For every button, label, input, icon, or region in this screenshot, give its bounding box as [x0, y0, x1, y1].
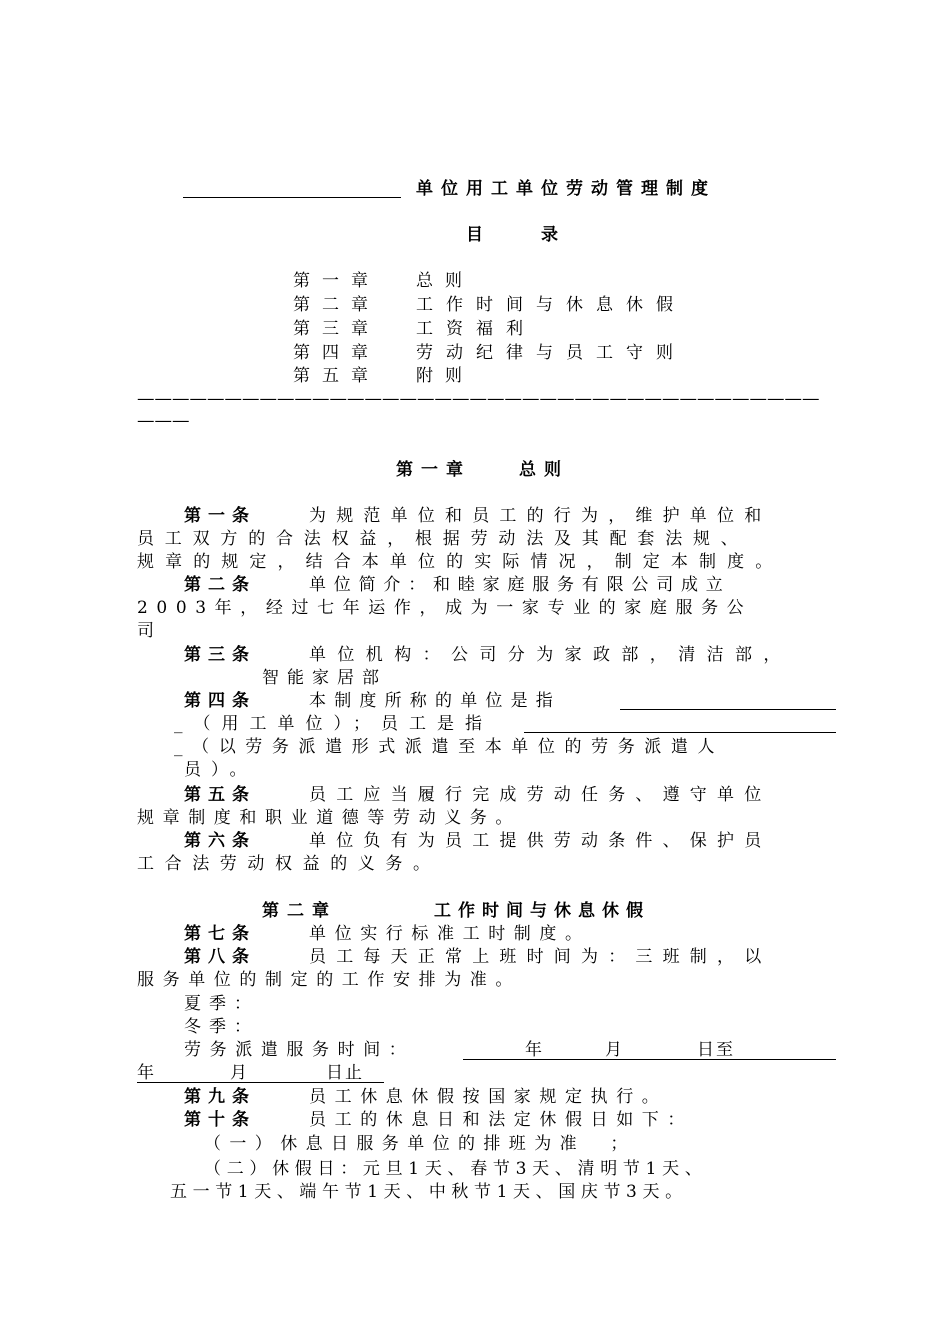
dispatch-month: 月 [605, 1040, 629, 1060]
article1-line2: 员工双方的合法权益，根据劳动法及其配套法规、 [137, 529, 749, 549]
chapter1-num: 第一章 [396, 460, 471, 480]
dispatch-blank-line-1 [463, 1059, 836, 1060]
article7-label: 第七条 [184, 924, 256, 944]
toc-item-name-2: 工作时间与休息休假 [416, 295, 686, 315]
dispatch-year: 年 [525, 1040, 549, 1060]
article2-line2: 2003年，经过七年运作，成为一家专业的家庭服务公 [137, 598, 753, 618]
dispatch-month-2: 月 [230, 1063, 254, 1083]
dispatch-label: 劳务派遣服务时间： [184, 1040, 415, 1060]
article6-label: 第六条 [184, 831, 256, 851]
chapter2-name: 工作时间与休息休假 [434, 901, 650, 921]
toc-item-name-3: 工资福利 [416, 319, 536, 339]
article2-line3: 司 [137, 621, 161, 641]
article10-item1: （一）休息日服务单位的排班为准 ； [204, 1134, 636, 1154]
article10-label: 第十条 [184, 1110, 256, 1130]
article7-line1: 单位实行标准工时制度。 [309, 924, 591, 944]
dispatch-day-to: 日至 [697, 1040, 735, 1060]
article9-label: 第九条 [184, 1087, 256, 1107]
toc-item-name-5: 附则 [416, 366, 474, 386]
article2-line1: 单位简介：和睦家庭服务有限公司成立 [309, 575, 731, 595]
toc-item-num-3: 第三章 [293, 319, 380, 339]
chapter2-num: 第二章 [262, 901, 337, 921]
title-blank-line [183, 197, 401, 198]
article1-label: 第一条 [184, 506, 256, 526]
dispatch-year-2: 年 [137, 1063, 161, 1083]
article10-item2-line2: 五一节1天、端午节1天、中秋节1天、国庆节3天。 [170, 1182, 688, 1202]
article4-blank-1 [620, 709, 836, 710]
article4-line3: _（以劳务派遣形式派遣至本单位的劳务派遣人 [174, 737, 725, 757]
article5-line1: 员工应当履行完成劳动任务、遵守单位 [309, 785, 772, 805]
document-title: 单位用工单位劳动管理制度 [416, 179, 716, 199]
article6-line2: 工合法劳动权益的义务。 [137, 854, 441, 874]
article4-label: 第四条 [184, 691, 256, 711]
article5-label: 第五条 [184, 785, 256, 805]
article2-label: 第二条 [184, 575, 256, 595]
dispatch-day-end: 日止 [326, 1063, 364, 1083]
article4-line4: 员）。 [184, 760, 257, 780]
article3-line2: 智能家居部 [262, 668, 387, 688]
article4-line2: _（用工单位）；员工是指 [174, 714, 493, 734]
toc-item-num-1: 第一章 [293, 271, 380, 291]
toc-item-name-1: 总则 [416, 271, 474, 291]
winter-hours: 冬季： [184, 1017, 259, 1037]
article4-line1: 本制度所称的单位是指 [309, 691, 561, 711]
article4-blank-2 [524, 732, 836, 733]
article6-line1: 单位负有为员工提供劳动条件、保护员 [309, 831, 772, 851]
toc-item-num-4: 第四章 [293, 343, 380, 363]
article5-line2: 规章制度和职业道德等劳动义务。 [137, 808, 521, 828]
toc-item-num-2: 第二章 [293, 295, 380, 315]
article8-label: 第八条 [184, 947, 256, 967]
article8-line2: 服务单位的制定的工作安排为准。 [137, 970, 521, 990]
article1-line1: 为规范单位和员工的行为，维护单位和 [309, 506, 772, 526]
chapter1-name: 总则 [519, 460, 569, 480]
article9-line1: 员工休息休假按国家规定执行。 [309, 1087, 668, 1107]
separator-line-2: ——— [137, 411, 190, 431]
article3-line1: 单位机构：公司分为家政部，清洁部， [309, 645, 792, 665]
separator-line-1: ——————————————————————————————————————— [137, 389, 820, 409]
article1-line3: 规章的规定，结合本单位的实际情况，制定本制度。 [137, 552, 784, 572]
article10-line1: 员工的休息日和法定休假日如下： [309, 1110, 693, 1130]
toc-heading: 目 录 [466, 225, 566, 245]
article8-line1: 员工每天正常上班时间为：三班制，以 [309, 947, 772, 967]
article3-label: 第三条 [184, 645, 256, 665]
summer-hours: 夏季： [184, 994, 259, 1014]
toc-item-num-5: 第五章 [293, 366, 380, 386]
article10-item2-line1: （二）休假日：元旦1天、春节3天、清明节1天、 [204, 1159, 708, 1179]
toc-item-name-4: 劳动纪律与员工守则 [416, 343, 686, 363]
